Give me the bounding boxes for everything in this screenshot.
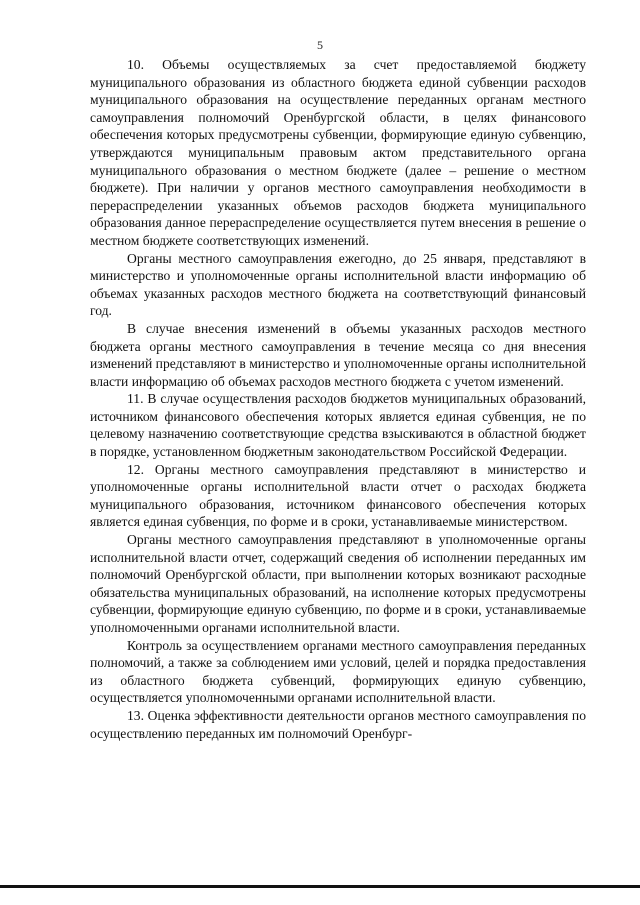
paragraph-changes-notification: В случае внесения изменений в объемы указанных расходов местного бюджета органы местного самоуправления в течение месяца со дня внесения изменений представляют в министерство и уполномоченные органы исполнительной власти информацию об объемах расходов местного бюджета с учетом изменений. bbox=[90, 320, 586, 389]
paragraph-execution-report: Органы местного самоуправления представляют в уполномоченные органы исполнительной власти отчет, содержащий сведения об исполнении переданных им полномочий Оренбургской области, при выполнении которых возникают расходные обязательства муниципальных образований, на исполнение которых предусмотрены субвенции, формирующие единую субвенцию, по форме и в сроки, устанавливаемые уполномоченными органами исполнительной власти. bbox=[90, 532, 586, 635]
bottom-scan-border bbox=[0, 885, 640, 888]
page-number: 5 bbox=[317, 38, 323, 52]
paragraph-11-misuse-recovery: 11. В случае осуществления расходов бюджетов муниципальных образований, источником финансового обеспечения которых является единая субвенция, не по целевому назначению соответствующие средства взыскиваются в областной бюджет в порядке, установленном бюджетным законодательством Российской Федерации. bbox=[90, 391, 586, 460]
document-body bbox=[90, 56, 586, 742]
paragraph-12-expense-report: 12. Органы местного самоуправления представляют в министерство и уполномоченные органы исполнительной власти отчет о расходах бюджета муниципального образования, источником финансового обеспечения которых является единая субвенция, по форме и в сроки, устанавливаемые министерством. bbox=[90, 461, 586, 530]
paragraph-control: Контроль за осуществлением органами местного самоуправления переданных полномочий, а также за соблюдением ими условий, целей и порядка предоставления из областного бюджета субвенций, формирующих единую субвенцию, осуществляется уполномоченными органами исполнительной власти. bbox=[90, 637, 586, 706]
paragraph-annual-report-deadline: Органы местного самоуправления ежегодно, до 25 января, представляют в министерство и уполномоченные органы исполнительной власти информацию об объемах указанных расходов местного бюджета на соответствующий финансовый год. bbox=[90, 250, 586, 319]
paragraph-10-budget-volumes: 10. Объемы осуществляемых за счет предоставляемой бюджету муниципального образования из областного бюджета единой субвенции расходов муниципального образования на осуществление переданных органам местного самоуправления полномочий Оренбургской области, в целях финансового обеспечения которых предусмотрены субвенции, формирующие единую субвенцию, утверждаются муниципальным правовым актом представительного органа муниципального образования о местном бюджете (далее – решение о местном бюджете). При наличии у органов местного самоуправления необходимости в перераспределении указанных объемов расходов бюджета муниципального образования данное перераспределение осуществляется путем внесения в решение о местном бюджете соответствующих изменений. bbox=[90, 57, 586, 248]
paragraph-13-efficiency-evaluation: 13. Оценка эффективности деятельности органов местного самоуправления по осуществлению переданных им полномочий Оренбург- bbox=[90, 707, 586, 741]
